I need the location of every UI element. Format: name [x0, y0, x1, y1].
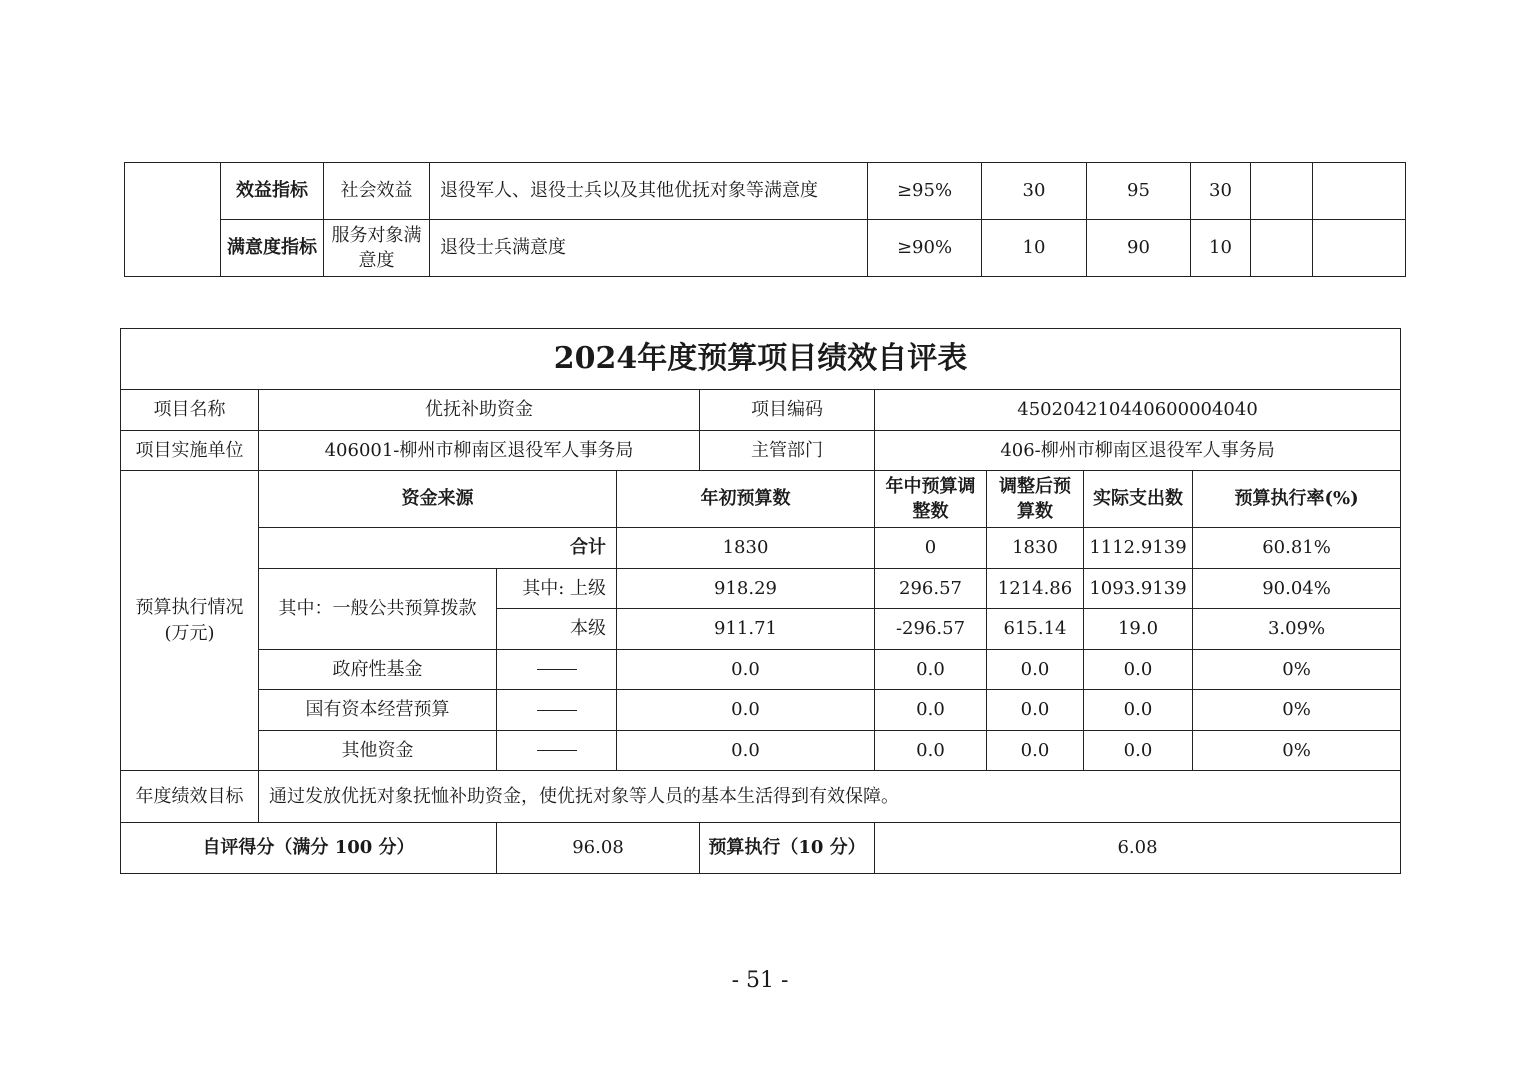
local-initial: 911.71 [617, 609, 875, 650]
goal-text: 通过发放优抚对象抚恤补助资金，使优抚对象等人员的基本生活得到有效保障。 [259, 771, 1401, 823]
blank-cell [125, 163, 221, 277]
fund-actual: 0.0 [1084, 690, 1193, 731]
dash-mark [537, 750, 577, 751]
dash-mark [537, 669, 577, 670]
fund-label: 国有资本经营预算 [259, 690, 497, 731]
unit: 406001-柳州市柳南区退役军人事务局 [259, 431, 700, 471]
table-row [121, 650, 1401, 690]
header-initial: 年初预算数 [617, 471, 875, 528]
fund-actual: 0.0 [1084, 650, 1193, 690]
fund-initial: 0.0 [617, 690, 875, 731]
dash-cell [497, 690, 617, 731]
score-cell: 10 [1191, 220, 1251, 277]
local-rate: 3.09% [1193, 609, 1401, 650]
fund-mid-adj: 0.0 [875, 690, 987, 731]
page-number: - 51 - [731, 968, 789, 993]
table-row [121, 569, 1401, 609]
indicator-cell: 退役士兵满意度 [430, 220, 868, 277]
upper-adjusted: 1214.86 [987, 569, 1084, 609]
total-rate: 60.81% [1193, 528, 1401, 569]
table-row [125, 220, 1406, 277]
total-mid-adj: 0 [875, 528, 987, 569]
exec-score: 6.08 [875, 823, 1401, 874]
weight-cell: 30 [982, 163, 1087, 220]
project-name: 优抚补助资金 [259, 390, 700, 431]
budget-label-line1: 预算执行情况 [135, 597, 244, 619]
unit-label: 项目实施单位 [121, 431, 259, 471]
table-row [121, 823, 1401, 874]
dash-mark [537, 710, 577, 711]
header-row [121, 471, 1401, 528]
local-actual: 19.0 [1084, 609, 1193, 650]
total-initial: 1830 [617, 528, 875, 569]
dept-label: 主管部门 [700, 431, 875, 471]
general-label: 其中：一般公共预算拨款 [259, 569, 497, 650]
dept: 406-柳州市柳南区退役军人事务局 [875, 431, 1401, 471]
score-label: 自评得分（满分 100 分） [121, 823, 497, 874]
sub-category-cell: 社会效益 [324, 163, 430, 220]
blank-cell [1313, 220, 1406, 277]
fund-adjusted: 0.0 [987, 690, 1084, 731]
upper-label: 其中: 上级 [497, 569, 617, 609]
upper-rate: 90.04% [1193, 569, 1401, 609]
fund-mid-adj: 0.0 [875, 731, 987, 771]
fund-adjusted: 0.0 [987, 650, 1084, 690]
fund-rate: 0% [1193, 650, 1401, 690]
fund-initial: 0.0 [617, 650, 875, 690]
exec-label: 预算执行（10 分） [700, 823, 875, 874]
header-adjusted: 调整后预算数 [987, 471, 1084, 528]
dash-cell [497, 650, 617, 690]
total-adjusted: 1830 [987, 528, 1084, 569]
title-row [121, 329, 1401, 390]
table-row [121, 771, 1401, 823]
header-actual: 实际支出数 [1084, 471, 1193, 528]
target-cell: ≥90% [868, 220, 982, 277]
fund-mid-adj: 0.0 [875, 650, 987, 690]
header-mid-adj: 年中预算调整数 [875, 471, 987, 528]
target-cell: ≥95% [868, 163, 982, 220]
fund-adjusted: 0.0 [987, 731, 1084, 771]
score-value: 96.08 [497, 823, 700, 874]
project-code-label: 项目编码 [700, 390, 875, 431]
evaluation-table [120, 328, 1401, 874]
table-row [125, 163, 1406, 220]
fund-rate: 0% [1193, 690, 1401, 731]
indicator-table [124, 162, 1406, 277]
score-cell: 30 [1191, 163, 1251, 220]
total-label: 合计 [259, 528, 617, 569]
header-rate: 预算执行率(%) [1193, 471, 1401, 528]
local-adjusted: 615.14 [987, 609, 1084, 650]
weight-cell: 10 [982, 220, 1087, 277]
fund-rate: 0% [1193, 731, 1401, 771]
table-row [121, 528, 1401, 569]
table-row [121, 731, 1401, 771]
budget-label-line2: (万元) [164, 622, 215, 644]
page-title: 2024年度预算项目绩效自评表 [121, 329, 1401, 390]
project-code: 450204210440600004040 [875, 390, 1401, 431]
fund-initial: 0.0 [617, 731, 875, 771]
dash-cell [497, 731, 617, 771]
upper-initial: 918.29 [617, 569, 875, 609]
category-cell: 满意度指标 [221, 220, 324, 277]
local-label: 本级 [497, 609, 617, 650]
category-cell: 效益指标 [221, 163, 324, 220]
header-source: 资金来源 [259, 471, 617, 528]
upper-actual: 1093.9139 [1084, 569, 1193, 609]
fund-label: 政府性基金 [259, 650, 497, 690]
actual-cell: 90 [1087, 220, 1191, 277]
blank-cell [1313, 163, 1406, 220]
total-actual: 1112.9139 [1084, 528, 1193, 569]
actual-cell: 95 [1087, 163, 1191, 220]
local-mid-adj: -296.57 [875, 609, 987, 650]
sub-category-cell: 服务对象满意度 [324, 220, 430, 277]
fund-label: 其他资金 [259, 731, 497, 771]
table-row [121, 431, 1401, 471]
table-row [121, 690, 1401, 731]
project-name-label: 项目名称 [121, 390, 259, 431]
table-row [121, 390, 1401, 431]
goal-label: 年度绩效目标 [121, 771, 259, 823]
upper-mid-adj: 296.57 [875, 569, 987, 609]
blank-cell [1251, 220, 1313, 277]
budget-label [121, 471, 259, 771]
blank-cell [1251, 163, 1313, 220]
fund-actual: 0.0 [1084, 731, 1193, 771]
indicator-cell: 退役军人、退役士兵以及其他优抚对象等满意度 [430, 163, 868, 220]
